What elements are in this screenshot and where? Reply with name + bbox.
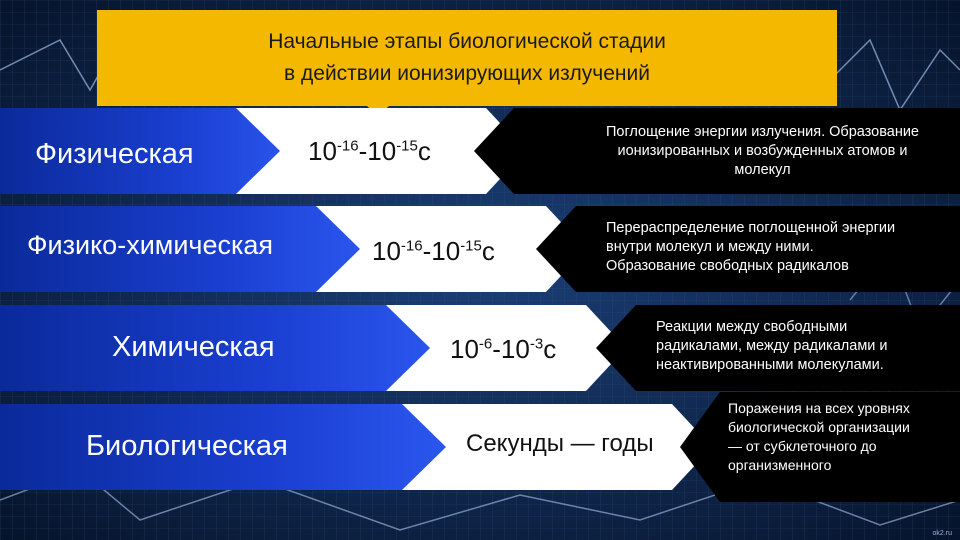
- time-unit: с: [417, 136, 431, 166]
- desc-line: внутри молекул и между ними.: [606, 239, 814, 255]
- time-sep: -10: [422, 236, 461, 266]
- stage-label-chemical: Химическая: [112, 331, 275, 363]
- time-base1: 10: [450, 334, 479, 364]
- time-exp2: -15: [460, 237, 482, 255]
- stage-label-physchem: Физико-химическая: [27, 230, 274, 260]
- desc-line: Образование свободных радикалов: [606, 258, 849, 274]
- desc-line: радикалами, между радикалами и: [656, 338, 888, 354]
- time-sep: -10: [492, 334, 530, 364]
- header-title-line1: Начальные этапы биологической стадии: [268, 30, 666, 53]
- desc-line: Поражения на всех уровнях: [728, 400, 910, 416]
- desc-line: неактивированными молекулами.: [656, 357, 884, 373]
- desc-line: молекул: [734, 162, 791, 178]
- desc-chemical: [656, 318, 951, 375]
- desc-line: Перераспределение поглощенной энергии: [606, 220, 896, 236]
- desc-line: ионизированных и возбужденных атомов и: [617, 143, 908, 159]
- desc-physical: [570, 123, 955, 180]
- time-exp1: -16: [400, 237, 423, 255]
- watermark: ok2.ru: [932, 530, 952, 537]
- time-range-physical: [308, 136, 431, 167]
- time-base1: 10: [372, 236, 401, 266]
- time-unit: с: [481, 236, 495, 266]
- time-range-chemical: [450, 334, 556, 365]
- desc-line: биологической организации: [728, 419, 910, 435]
- time-exp2: -15: [396, 137, 418, 155]
- time-sep: -10: [358, 136, 397, 166]
- time-range-physchem: [372, 236, 495, 267]
- time-base1: 10: [308, 136, 337, 166]
- desc-line: Реакции между свободными: [656, 319, 848, 335]
- time-exp1: -16: [336, 137, 359, 155]
- header-title: [97, 26, 837, 90]
- time-exp1: -6: [478, 335, 493, 353]
- time-unit: с: [543, 334, 557, 364]
- desc-biological: [728, 399, 954, 475]
- desc-line: Поглощение энергии излучения. Образование: [605, 124, 920, 140]
- desc-physchem: [606, 219, 951, 276]
- time-range-biological: Секунды — годы: [466, 430, 654, 457]
- desc-line: — от субклеточного до: [728, 438, 877, 454]
- stage-label-physical: Физическая: [35, 138, 194, 170]
- header-title-line2: в действии ионизирующих излучений: [284, 62, 650, 85]
- time-exp2: -3: [529, 335, 544, 353]
- header-box: [97, 10, 837, 106]
- desc-line: организменного: [728, 457, 832, 473]
- stage-label-biological: Биологическая: [86, 430, 288, 462]
